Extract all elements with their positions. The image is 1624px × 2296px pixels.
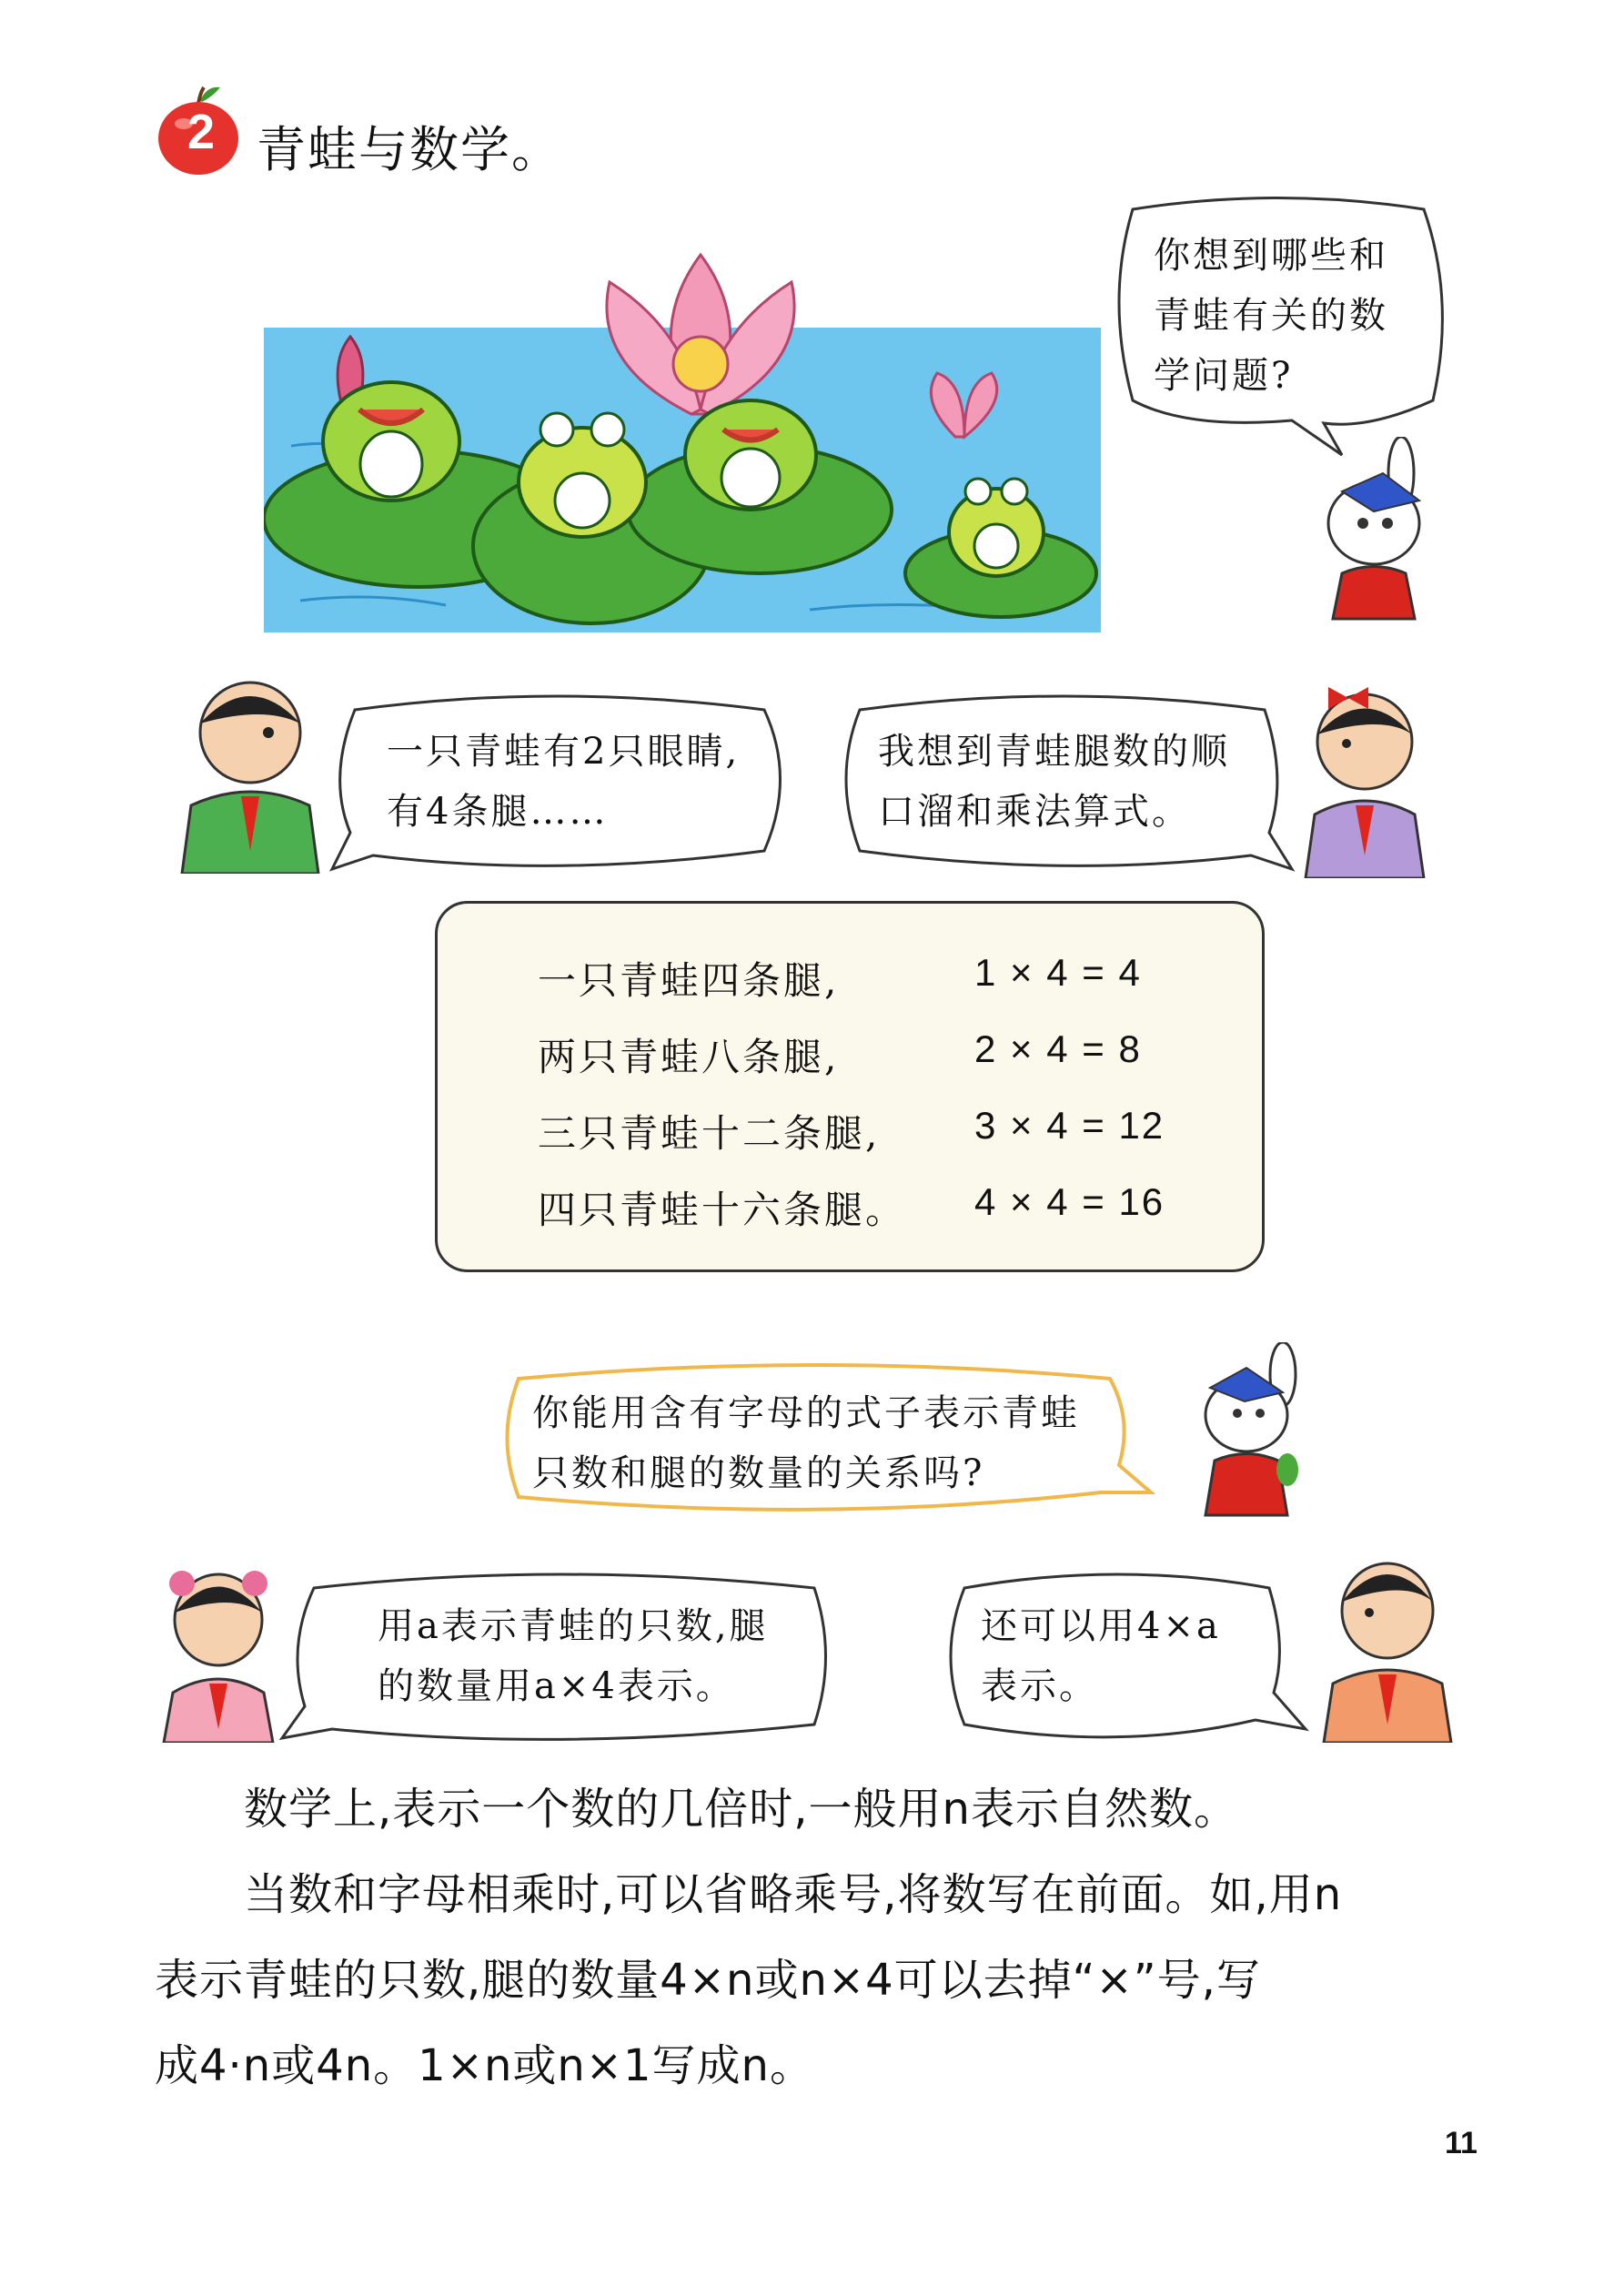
frog	[323, 382, 459, 501]
section-title: 青蛙与数学。	[257, 121, 562, 178]
rhyme-expr-1: 1 × 4 = 4	[974, 951, 1142, 994]
rhyme-line-2: 两只青蛙八条腿,	[538, 1035, 840, 1079]
rabbit-ask-line-2: 只数和腿的数量的关系吗?	[532, 1452, 985, 1494]
frog-pond-illustration	[264, 218, 1101, 632]
rabbit-character	[1301, 437, 1456, 632]
paragraph-2-line-3: 成4·n或4n。1×n或n×1写成n。	[155, 2040, 814, 2091]
rhyme-expr-4: 4 × 4 = 16	[974, 1180, 1165, 1223]
rhyme-box	[435, 901, 1265, 1272]
paragraph-1: 数学上,表示一个数的几倍时,一般用n表示自然数。	[244, 1784, 1238, 1835]
rabbit-character	[1183, 1342, 1328, 1524]
boy-right-line-1: 还可以用4×a	[981, 1605, 1221, 1647]
rhyme-line-3: 三只青蛙十二条腿,	[538, 1111, 881, 1156]
girl-character	[159, 1556, 277, 1743]
boy-left-line-1: 一只青蛙有2只眼睛,	[387, 731, 741, 773]
girl-right-line-1: 我想到青蛙腿数的顺	[878, 731, 1230, 773]
boy-character	[1319, 1547, 1456, 1743]
girl-character	[1292, 678, 1442, 878]
frog	[685, 400, 816, 510]
paragraph-2-line-1: 当数和字母相乘时,可以省略乘号,将数写在前面。如,用n	[244, 1869, 1343, 1920]
boy-right-line-2: 表示。	[981, 1665, 1098, 1707]
rhyme-expr-3: 3 × 4 = 12	[974, 1104, 1165, 1147]
girl-left-line-1: 用a表示青蛙的只数,腿	[378, 1605, 769, 1647]
page-number: 11	[1445, 2126, 1478, 2160]
rhyme-line-4: 四只青蛙十六条腿。	[538, 1188, 907, 1232]
paragraph-2-line-2: 表示青蛙的只数,腿的数量4×n或n×4可以去掉“×”号,写	[155, 1955, 1261, 2006]
rhyme-line-1: 一只青蛙四条腿,	[538, 958, 840, 1003]
rabbit-question-line-1: 你想到哪些和	[1154, 235, 1388, 277]
rabbit-question-line-2: 青蛙有关的数	[1154, 295, 1388, 337]
rhyme-expr-2: 2 × 4 = 8	[974, 1027, 1142, 1070]
rabbit-ask-line-1: 你能用含有字母的式子表示青蛙	[532, 1392, 1080, 1434]
girl-right-line-2: 口溜和乘法算式。	[878, 791, 1191, 833]
girl-left-line-2: 的数量用a×4表示。	[378, 1665, 735, 1707]
section-number-badge: 2	[187, 105, 216, 159]
boy-left-line-2: 有4条腿……	[387, 791, 609, 833]
rabbit-question-line-3: 学问题?	[1154, 355, 1294, 397]
boy-character	[173, 678, 328, 874]
